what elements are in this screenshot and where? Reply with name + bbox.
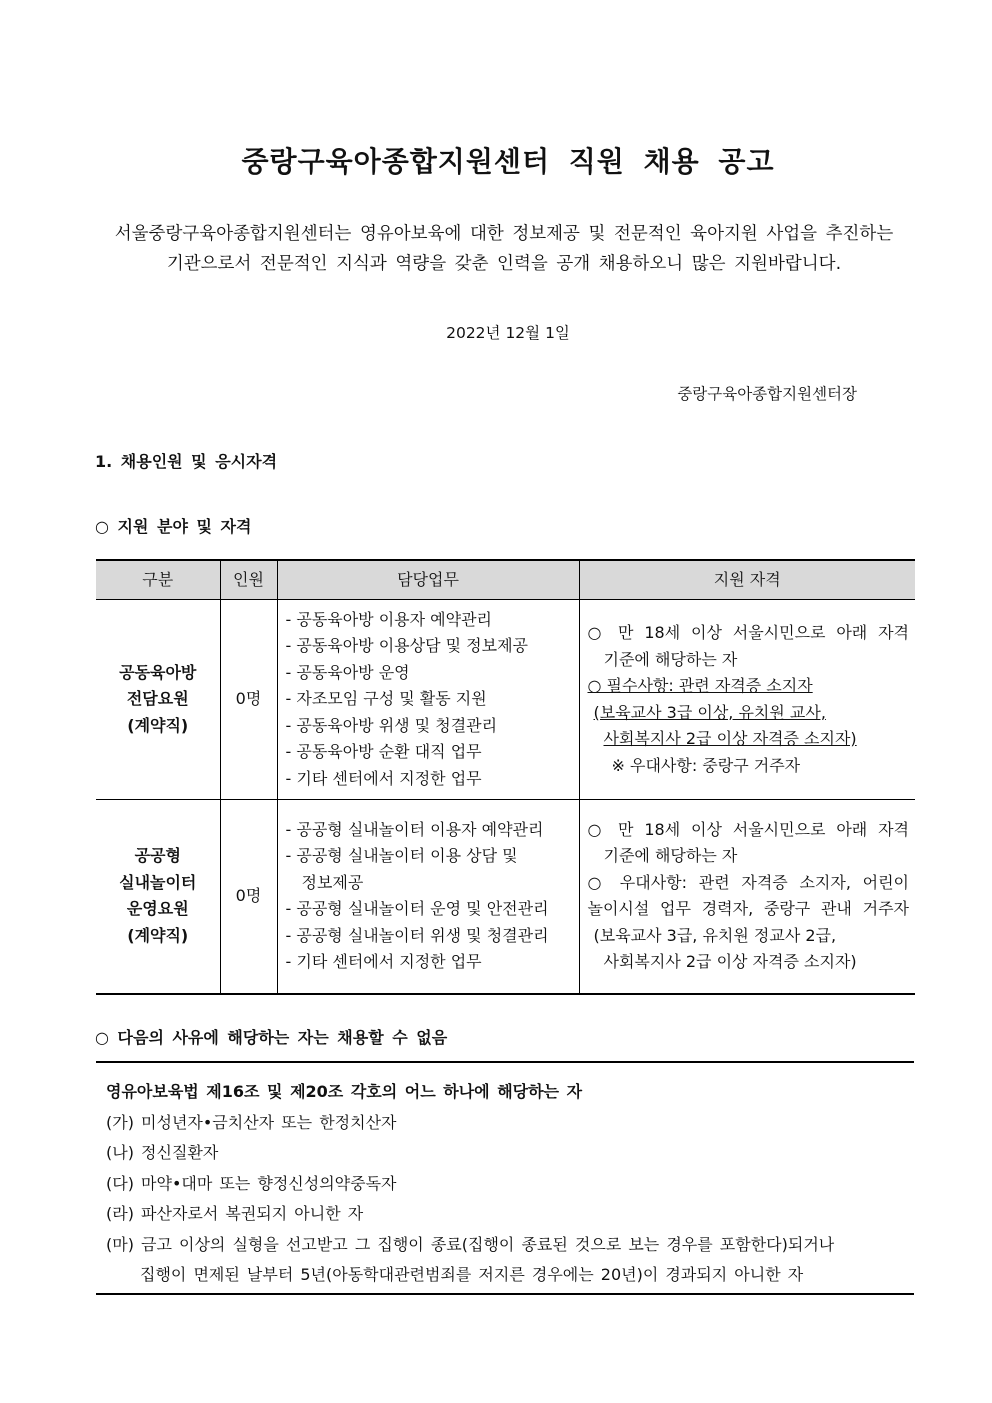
disqualification-item: (마) 금고 이상의 실형을 선고받고 그 집행이 종료(집행이 종료된 것으로 보는 경우를 포함한다)되거나	[106, 1234, 835, 1254]
disqualification-box	[96, 1061, 914, 1295]
category-line: 전담요원	[126, 689, 189, 709]
duty-item: - 공공형 실내놀이터 위생 및 청결관리	[285, 925, 549, 945]
qualification-line: 사회복지사 2급 이상 자격증 소지자)	[603, 952, 857, 972]
signer-name: 중랑구육아종합지원센터장	[677, 385, 857, 403]
disqualification-item: (나) 정신질환자	[106, 1143, 219, 1162]
category-cell	[96, 600, 220, 800]
duties-cell	[277, 800, 579, 994]
duty-item: - 자조모임 구성 및 활동 지원	[285, 689, 487, 709]
required-certificates-2: 사회복지사 2급 이상 자격증 소지자)	[603, 729, 857, 748]
category-cell	[96, 800, 220, 994]
qualification-line: ○ 우대사항: 관련 자격증 소지자, 어린이	[587, 872, 909, 892]
duty-item-continued: 정보제공	[301, 872, 364, 892]
header-duties: 담당업무	[277, 560, 579, 600]
duty-item: - 공동육아방 순환 대직 업무	[285, 742, 482, 762]
duty-item: - 기타 센터에서 지정한 업무	[285, 768, 482, 788]
qualification-line: ※ 우대사항: 중랑구 거주자	[611, 755, 801, 775]
category-line: 공공형	[134, 846, 181, 866]
subheading-disqualification: ○ 다음의 사유에 해당하는 자는 채용할 수 없음	[95, 1028, 448, 1047]
duty-item: - 공동육아방 위생 및 청결관리	[285, 715, 498, 735]
disqualification-item: (다) 마약•대마 또는 향정신성의약중독자	[106, 1173, 397, 1193]
qualifications-cell	[579, 800, 915, 994]
category-line: (계약직)	[127, 715, 189, 735]
qualification-line: 기준에 해당하는 자	[603, 846, 738, 866]
required-certificates-1: (보육교사 3급 이상, 유치원 교사,	[593, 702, 826, 722]
intro-line-1: 서울중랑구육아종합지원센터는 영유아보육에 대한 정보제공 및 전문적인 육아지원 사업을 추진하는	[114, 224, 894, 244]
qualifications-cell	[579, 600, 915, 800]
category-line: 공동육아방	[119, 662, 197, 682]
disqualification-item: (가) 미성년자•금치산자 또는 한정치산자	[106, 1112, 397, 1132]
duty-item: - 공공형 실내놀이터 이용자 예약관리	[285, 819, 544, 839]
table-row	[96, 800, 915, 994]
qualification-line	[588, 673, 910, 700]
headcount-cell: 0명	[220, 800, 277, 994]
qualification-line	[588, 700, 910, 727]
category-line: (계약직)	[127, 925, 189, 945]
duty-item: - 공공형 실내놀이터 이용 상담 및	[285, 846, 518, 866]
announcement-date: 2022년 12월 1일	[446, 324, 570, 342]
duty-item: - 공동육아방 운영	[285, 662, 410, 682]
disqualification-heading: 영유아보육법 제16조 및 제20조 각호의 어느 하나에 해당하는 자	[106, 1082, 583, 1101]
table-row	[96, 600, 915, 800]
positions-table	[96, 559, 915, 995]
table-header-row	[96, 560, 915, 600]
disqualification-item-continued: 집행이 면제된 날부터 5년(아동학대관련범죄를 저지른 경우에는 20년)이 경과되지 아니한 자	[140, 1265, 804, 1284]
qualification-line: ○ 만 18세 이상 서울시민으로 아래 자격	[587, 623, 909, 642]
qualification-line: 놀이시설 업무 경력자, 중랑구 관내 거주자	[587, 899, 909, 919]
qualification-line: 기준에 해당하는 자	[603, 649, 738, 669]
required-qualification: ○ 필수사항: 관련 자격증 소지자	[587, 676, 813, 695]
disqualification-item: (라) 파산자로서 복권되지 아니한 자	[106, 1204, 364, 1223]
intro-line-2: 기관으로서 전문적인 지식과 역량을 갖춘 인력을 공개 채용하오니 많은 지원바랍니다.	[166, 254, 842, 274]
header-qualifications: 지원 자격	[579, 560, 915, 600]
duty-item: - 공동육아방 이용상담 및 정보제공	[285, 636, 529, 656]
category-line: 운영요원	[126, 899, 189, 919]
qualification-line: (보육교사 3급, 유치원 정교사 2급,	[593, 925, 837, 945]
header-category: 구분	[96, 560, 220, 600]
duty-item: - 공공형 실내놀이터 운영 및 안전관리	[285, 899, 549, 919]
section-heading-recruitment: 1. 채용인원 및 응시자격	[95, 452, 278, 471]
duty-item: - 공동육아방 이용자 예약관리	[285, 609, 493, 629]
category-line: 실내놀이터	[119, 872, 197, 892]
page-title: 중랑구육아종합지원센터 직원 채용 공고	[241, 145, 775, 178]
subheading-positions: ○ 지원 분야 및 자격	[95, 517, 252, 536]
header-count: 인원	[220, 560, 277, 600]
qualification-line	[588, 726, 910, 753]
duty-item: - 기타 센터에서 지정한 업무	[285, 952, 482, 972]
headcount-cell: 0명	[220, 600, 277, 800]
duties-cell	[277, 600, 579, 800]
qualification-line: ○ 만 18세 이상 서울시민으로 아래 자격	[587, 819, 909, 839]
